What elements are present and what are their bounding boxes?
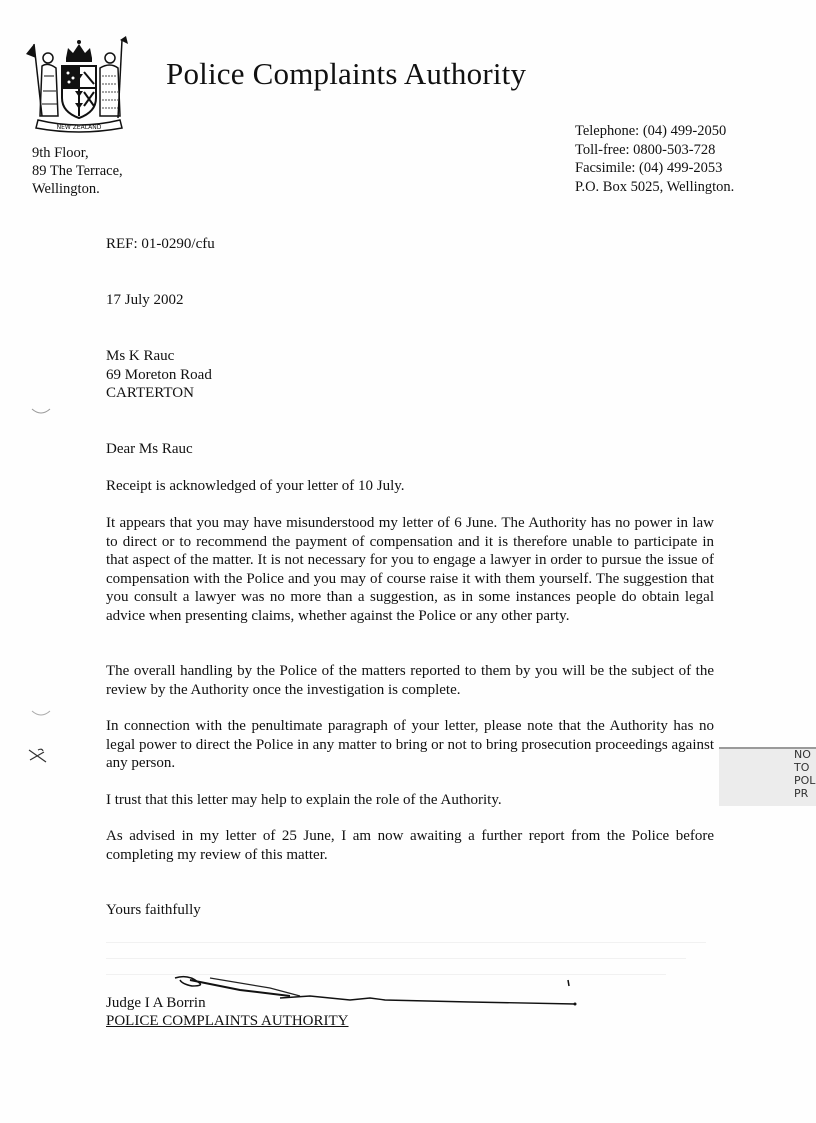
scan-artifact bbox=[106, 958, 686, 959]
salutation: Dear Ms Rauc bbox=[106, 441, 193, 457]
scan-artifact bbox=[106, 942, 706, 943]
recipient-name: Ms K Rauc bbox=[106, 348, 175, 364]
signer-organization: POLICE COMPLAINTS AUTHORITY bbox=[106, 1013, 349, 1029]
paragraph: The overall handling by the Police of the matters reported to them by you will be the subject of the review by the Authority once the investigation is complete. bbox=[106, 663, 714, 698]
paragraph: In connection with the penultimate paragraph of your letter, please note that the Authority has no legal power to direct the Police in any matter to bring or not to bring prosecution proceedings against any person. bbox=[106, 718, 714, 771]
paragraph: I trust that this letter may help to explain the role of the Authority. bbox=[106, 792, 502, 808]
office-address bbox=[32, 144, 123, 198]
telephone: Telephone: (04) 499-2050 bbox=[575, 123, 727, 139]
paragraph: Receipt is acknowledged of your letter of 10 July. bbox=[106, 478, 405, 494]
address-line: Wellington. bbox=[32, 181, 100, 197]
closing: Yours faithfully bbox=[106, 902, 201, 918]
toll-free: Toll-free: 0800-503-728 bbox=[575, 141, 716, 158]
sticky-note-line: TO bbox=[794, 761, 810, 774]
recipient-address bbox=[106, 347, 714, 403]
contact-details bbox=[575, 122, 734, 196]
po-box: P.O. Box 5025, Wellington. bbox=[575, 178, 735, 195]
organization-title: Police Complaints Authority bbox=[166, 56, 527, 91]
sticky-note-line: POL bbox=[794, 774, 816, 787]
nz-coat-of-arms-icon bbox=[24, 36, 134, 136]
signer-name: Judge I A Borrin bbox=[106, 995, 206, 1011]
sticky-note-line: NO bbox=[794, 748, 811, 761]
svg-text:NEW ZEALAND: NEW ZEALAND bbox=[56, 124, 102, 131]
margin-tick-mark bbox=[30, 707, 52, 721]
recipient-street: 69 Moreton Road bbox=[106, 366, 212, 383]
reference-number: REF: 01-0290/cfu bbox=[106, 236, 215, 252]
facsimile: Facsimile: (04) 499-2053 bbox=[575, 160, 723, 176]
paragraph: As advised in my letter of 25 June, I am now awaiting a further report from the Police before completing my review of this matter. bbox=[106, 828, 714, 863]
sticky-note-text bbox=[794, 748, 815, 800]
margin-tick-mark bbox=[30, 405, 52, 419]
address-line: 89 The Terrace, bbox=[32, 163, 123, 179]
paragraph: It appears that you may have misunderstood my letter of 6 June. The Authority has no power in law to direct or to recommend the payment of compensation and it is therefore unable to participate in that aspect of the matter. It is not necessary for you to engage a lawyer in order to pursue the issue of compensation with the Police and you may of course raise it with them yourself. The suggestion that you consult a lawyer was no more than a suggestion, as in some instances people do obtain legal advice when presenting claims, whether against the Police or any other party. bbox=[106, 515, 714, 624]
letter-date: 17 July 2002 bbox=[106, 292, 184, 308]
recipient-town: CARTERTON bbox=[106, 385, 194, 401]
address-line: 9th Floor, bbox=[32, 145, 89, 161]
margin-cross-mark bbox=[26, 746, 50, 766]
sticky-note-line: PR bbox=[794, 787, 809, 800]
